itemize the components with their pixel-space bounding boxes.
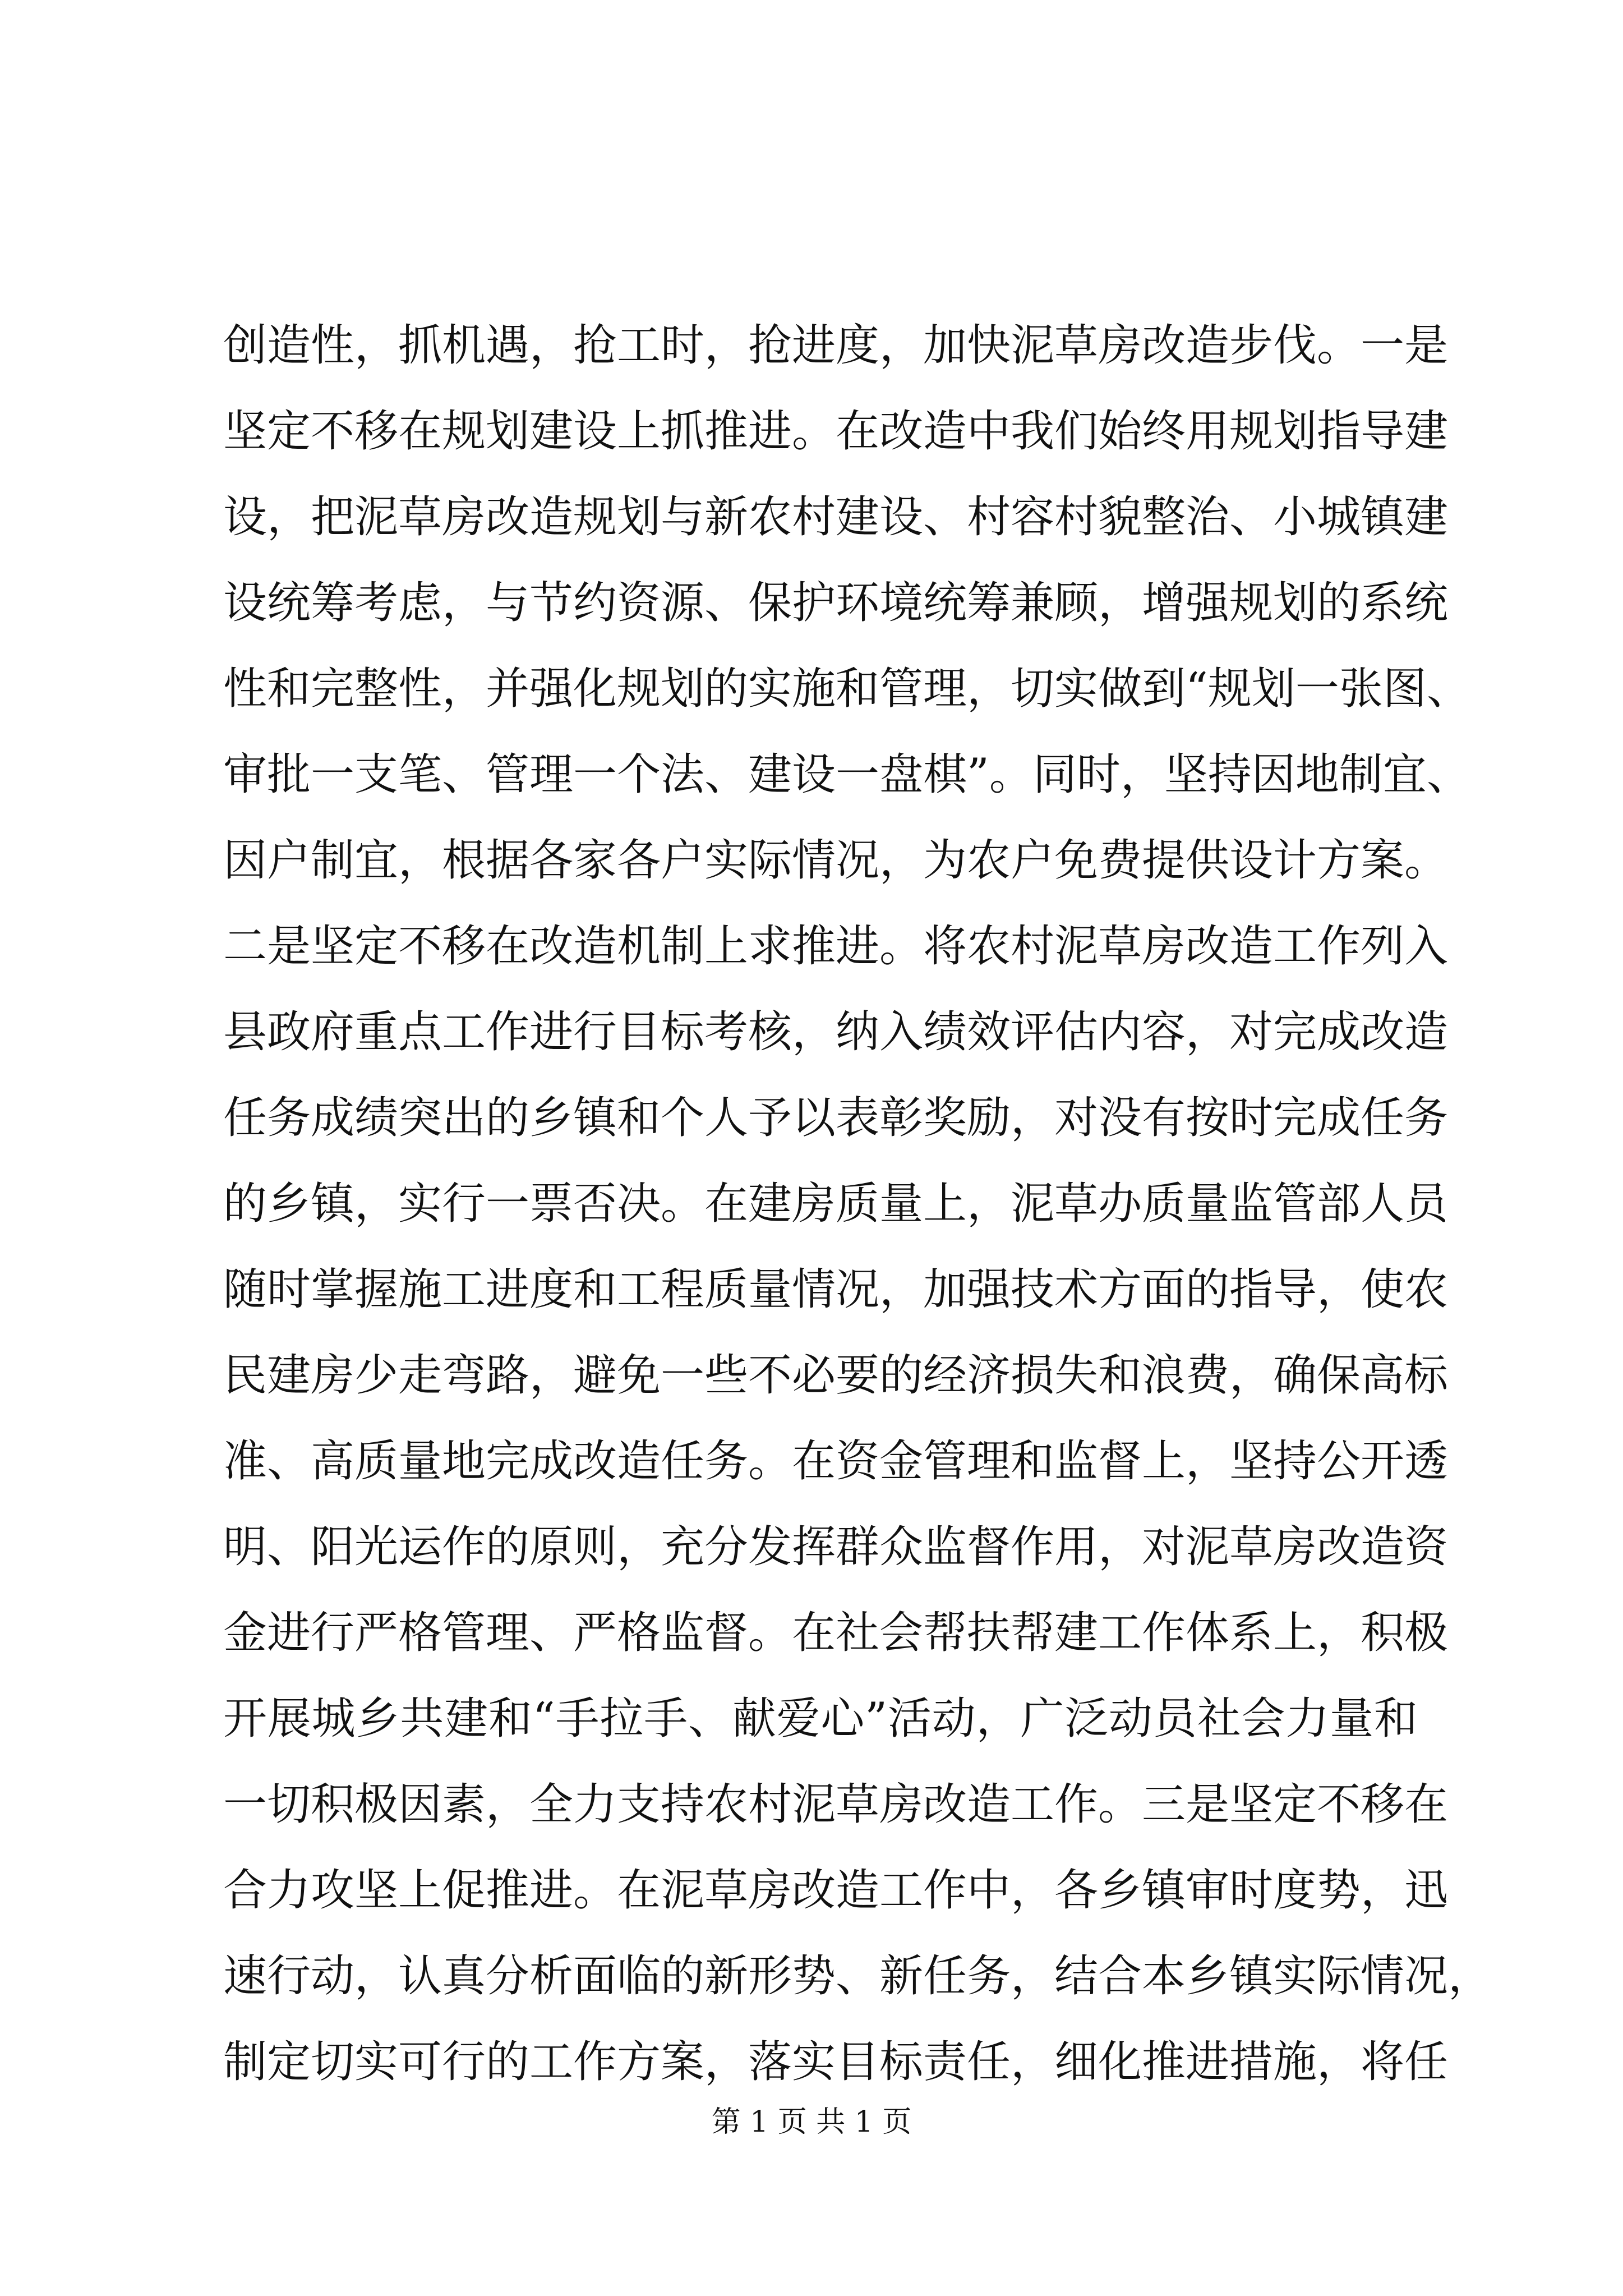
text-line: 一切积极因素，全力支持农村泥草房改造工作。三是坚定不移在: [223, 1779, 1449, 1830]
text-line: 县政府重点工作进行目标考核，纳入绩效评估内容，对完成改造: [223, 1007, 1449, 1057]
text-line: 明、阳光运作的原则，充分发挥群众监督作用，对泥草房改造资: [223, 1522, 1449, 1572]
text-line: 设统筹考虑，与节约资源、保护环境统筹兼顾，增强规划的系统: [223, 578, 1449, 628]
text-line: 民建房少走弯路，避免一些不必要的经济损失和浪费，确保高标: [223, 1350, 1449, 1401]
text-line: 制定切实可行的工作方案，落实目标责任，细化推进措施，将任: [223, 2037, 1449, 2087]
text-line: 坚定不移在规划建设上抓推进。在改造中我们始终用规划指导建: [223, 406, 1449, 457]
text-line: 设，把泥草房改造规划与新农村建设、村容村貌整治、小城镇建: [223, 492, 1449, 542]
text-line: 随时掌握施工进度和工程质量情况，加强技术方面的指导，使农: [223, 1264, 1449, 1315]
text-line: 速行动，认真分析面临的新形势、新任务，结合本乡镇实际情况，: [223, 1951, 1492, 2001]
text-line: 任务成绩突出的乡镇和个人予以表彰奖励，对没有按时完成任务: [223, 1093, 1449, 1143]
text-line: 因户制宜，根据各家各户实际情况，为农户免费提供设计方案。: [223, 835, 1449, 886]
text-line: 金进行严格管理、严格监督。在社会帮扶帮建工作体系上，积极: [223, 1608, 1449, 1658]
text-line: 性和完整性，并强化规划的实施和管理，切实做到“规划一张图、: [223, 664, 1470, 714]
text-line: 准、高质量地完成改造任务。在资金管理和监督上，坚持公开透: [223, 1436, 1449, 1487]
text-line: 合力攻坚上促推进。在泥草房改造工作中，各乡镇审时度势，迅: [223, 1865, 1449, 1916]
text-line: 的乡镇，实行一票否决。在建房质量上，泥草办质量监管部人员: [223, 1179, 1449, 1229]
text-line: 二是坚定不移在改造机制上求推进。将农村泥草房改造工作列入: [223, 921, 1449, 972]
text-line: 开展城乡共建和“手拉手、献爱心”活动，广泛动员社会力量和: [223, 1694, 1418, 1744]
page-footer: 第 1 页 共 1 页: [711, 2105, 912, 2139]
text-line: 审批一支笔、管理一个法、建设一盘棋”。同时，坚持因地制宜、: [223, 749, 1470, 800]
body-text: [223, 303, 1492, 2105]
text-line: 创造性，抓机遇，抢工时，抢进度，加快泥草房改造步伐。一是: [223, 320, 1449, 371]
